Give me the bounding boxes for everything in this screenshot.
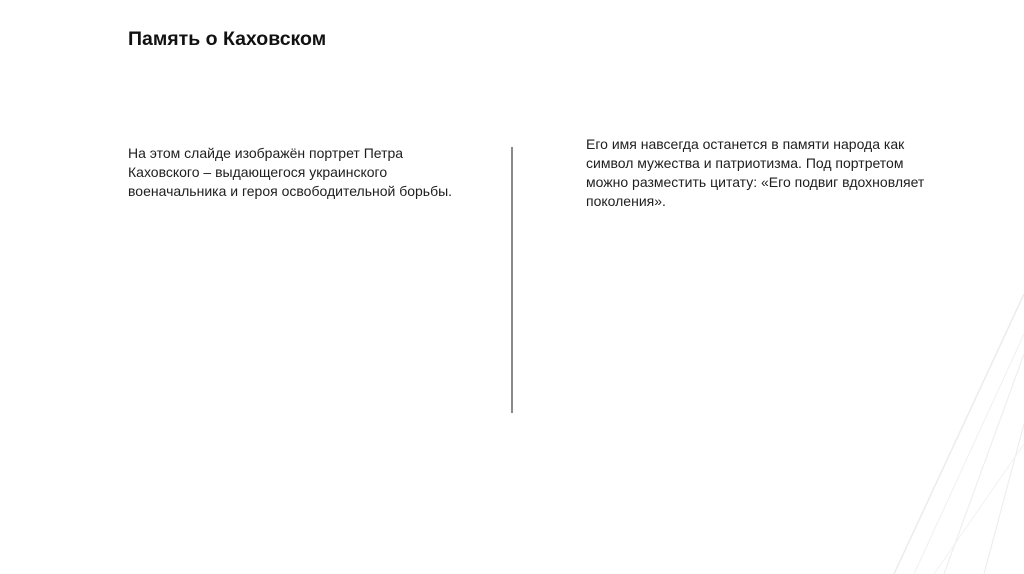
right-column-text: Его имя навсегда останется в памяти народа как символ мужества и патриотизма. Под портретом можно разместить цитату: «Его подвиг вдохновляет поколения». [586, 136, 925, 209]
column-divider [511, 147, 513, 413]
slide-title: Память о Каховском [128, 28, 327, 50]
left-column-text: На этом слайде изображён портрет Петра Каховского – выдающегося украинского военачальника и героя освободительной борьбы. [128, 145, 453, 199]
decorative-corner-lines [874, 294, 1024, 574]
